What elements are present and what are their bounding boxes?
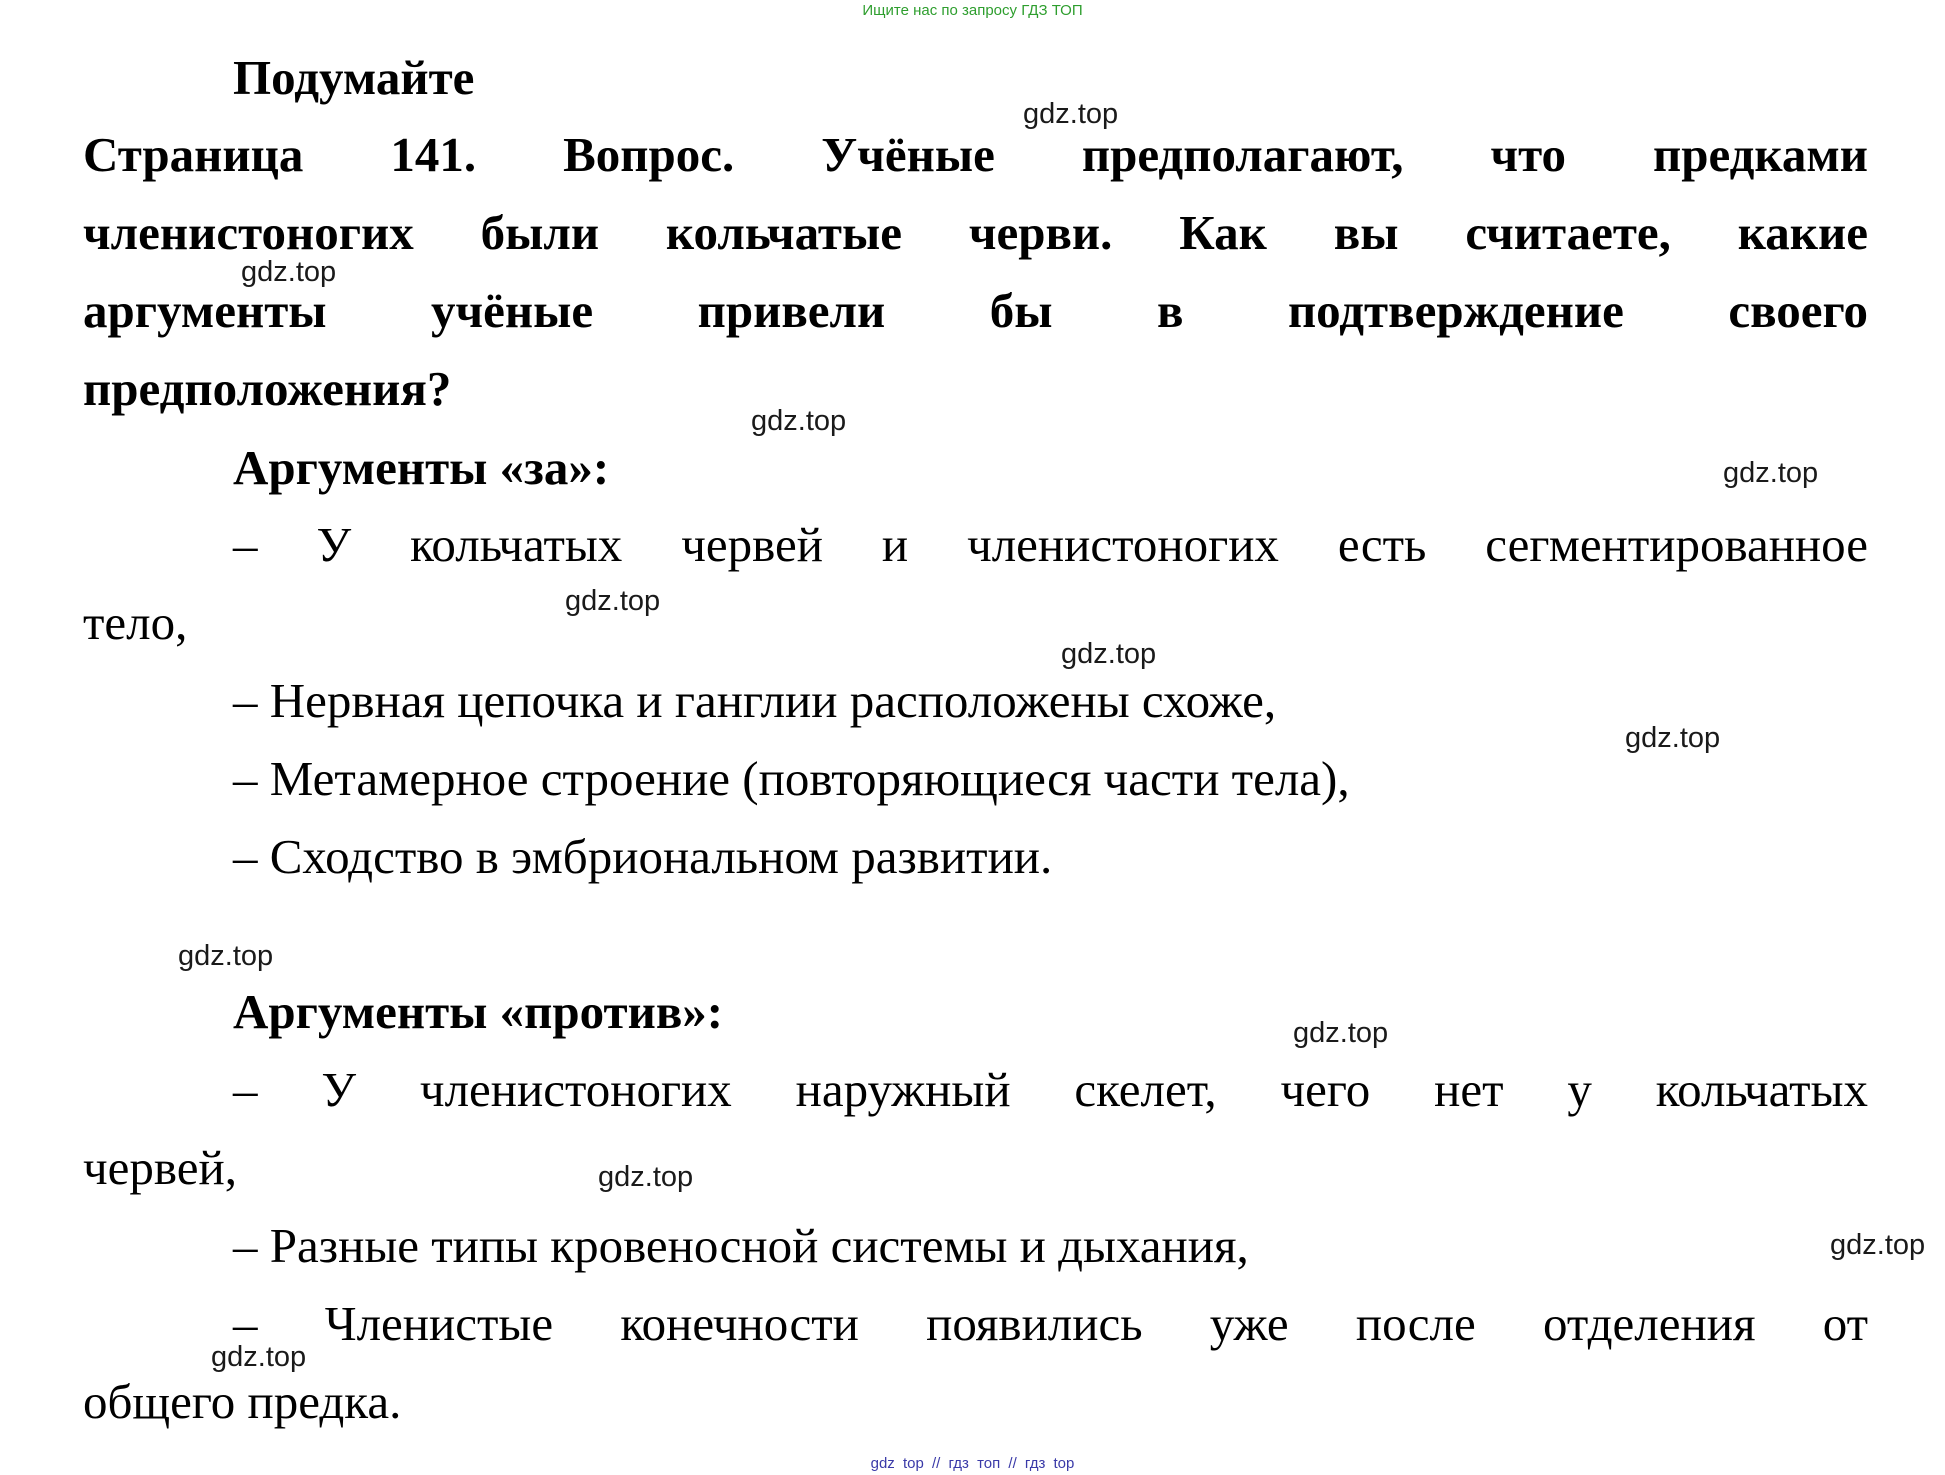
pro-item-2: – Нервная цепочка и ганглии расположены схоже, [233, 673, 1277, 728]
section-heading: Подумайте [233, 50, 475, 105]
watermark: gdz.top [598, 1161, 694, 1193]
watermark: gdz.top [1061, 638, 1157, 670]
watermark: gdz.top [1723, 457, 1819, 489]
pro-item-1-line-2: тело, [83, 595, 188, 650]
bottom-banner: gdz top // гдз топ // гдз top [870, 1455, 1075, 1472]
watermark: gdz.top [241, 256, 337, 288]
question-line-3: аргументы учёные привели бы в подтверждение своего [83, 283, 1868, 338]
watermark: gdz.top [751, 405, 847, 437]
con-item-1-line-1: – У членистоногих наружный скелет, чего нет у кольчатых [233, 1062, 1868, 1117]
watermark: gdz.top [1830, 1229, 1926, 1261]
con-item-2: – Разные типы кровеносной системы и дыхания, [233, 1218, 1249, 1273]
question-line-4: предположения? [83, 361, 452, 416]
con-item-3-line-2: общего предка. [83, 1374, 402, 1429]
watermark: gdz.top [211, 1341, 307, 1373]
pro-item-3: – Метамерное строение (повторяющиеся части тела), [233, 751, 1350, 806]
con-item-1-line-2: червей, [83, 1140, 237, 1195]
pro-item-1-line-1: – У кольчатых червей и членистоногих есть сегментированное [233, 517, 1868, 572]
question-line-1: Страница 141. Вопрос. Учёные предполагают, что предками [83, 127, 1868, 182]
con-item-3-line-1: – Членистые конечности появились уже после отделения от [233, 1296, 1868, 1351]
watermark: gdz.top [1625, 722, 1721, 754]
question-line-2: членистоногих были кольчатые черви. Как вы считаете, какие [83, 205, 1868, 260]
con-arguments-title: Аргументы «против»: [233, 984, 724, 1039]
watermark: gdz.top [565, 585, 661, 617]
watermark: gdz.top [1293, 1017, 1389, 1049]
pro-item-4: – Сходство в эмбриональном развитии. [233, 829, 1053, 884]
pro-arguments-title: Аргументы «за»: [233, 440, 610, 495]
watermark: gdz.top [1023, 98, 1119, 130]
top-banner: Ищите нас по запросу ГДЗ ТОП [862, 2, 1083, 19]
watermark: gdz.top [178, 940, 274, 972]
